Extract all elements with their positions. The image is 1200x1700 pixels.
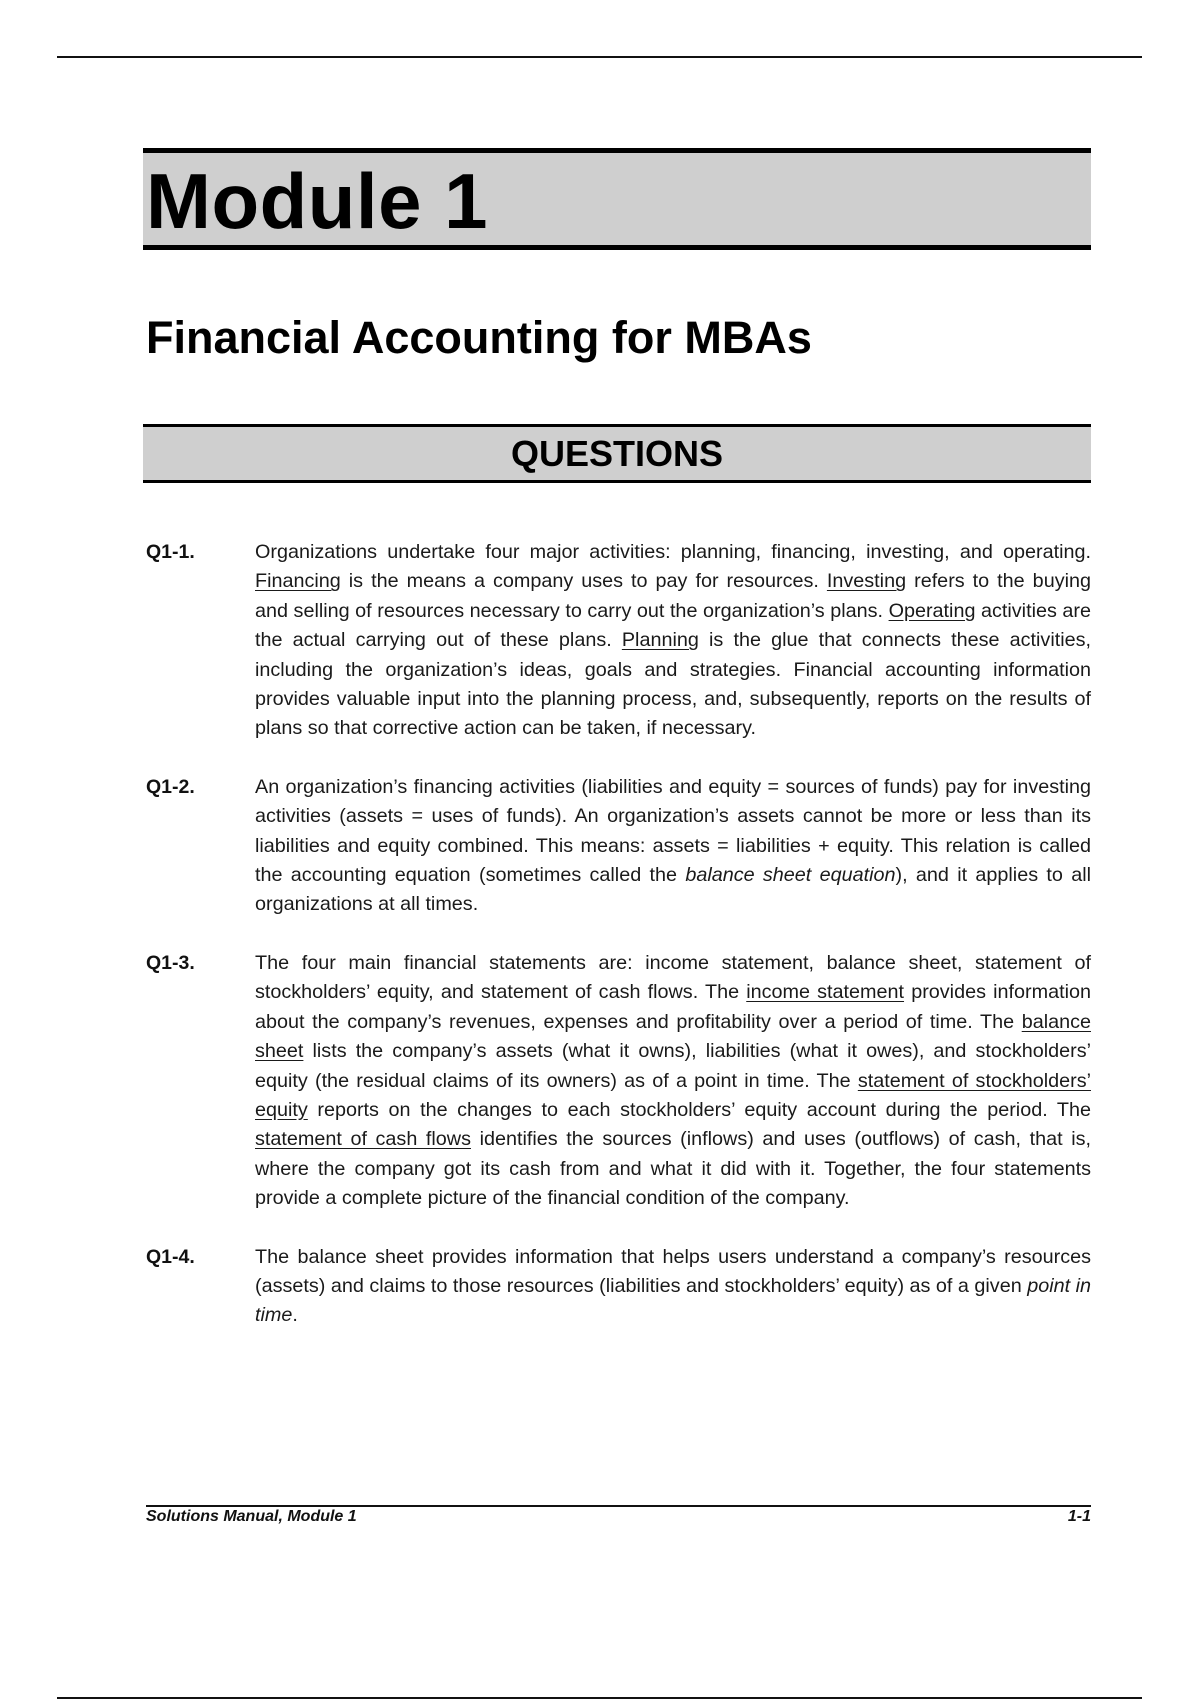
answer-text: . xyxy=(292,1304,298,1327)
question-number: Q1-1. xyxy=(146,541,195,563)
answer-text: lists the company’s assets (what it owns), liabilities (what it owes), and stockholders’ equity (the residual claims of its owners) as of a point in time. The xyxy=(255,1040,1091,1092)
question-answer xyxy=(255,949,1091,1214)
question-answer xyxy=(255,538,1091,744)
page-number: 1-1 xyxy=(1067,1508,1091,1525)
section-heading: QUESTIONS xyxy=(510,433,724,474)
question-number: Q1-2. xyxy=(146,775,195,798)
module-banner xyxy=(143,148,1091,250)
answer-text: refers to the buying and selling of resources necessary to carry out the organization’s plans. xyxy=(255,570,1091,622)
underlined-term: Investing xyxy=(826,570,907,593)
answer-text: is the glue that connects these activities, including the organization’s ideas, goals and strategies. Financial accounting information provides valuable input into the planning process, and, subsequently, reports on the results of plans so that corrective action can be taken, if necessary. xyxy=(255,629,1091,740)
underlined-term: Operating xyxy=(888,599,976,622)
question-answer xyxy=(255,1243,1091,1331)
questions-banner xyxy=(143,424,1091,483)
module-title: Module 1 xyxy=(146,157,489,245)
answer-text: activities are the actual carrying out of these plans. xyxy=(255,599,1091,652)
page-bottom-rule xyxy=(57,1697,1142,1699)
underlined-term: income statement xyxy=(746,981,905,1004)
underlined-term: balance sheet xyxy=(255,1010,1091,1063)
answer-text: Organizations undertake four major activities: planning, financing, investing, and operating. xyxy=(255,541,1091,563)
question-item xyxy=(146,773,1091,920)
underlined-term: Financing xyxy=(255,570,341,593)
underlined-term: statement of cash flows xyxy=(255,1128,471,1151)
book-title: Financial Accounting for MBAs xyxy=(146,312,812,363)
answer-text: provides information about the company’s revenues, expenses and profitability over a period of time. The xyxy=(255,981,1091,1033)
question-answer xyxy=(255,773,1091,920)
question-item xyxy=(146,538,1091,744)
answer-text: is the means a company uses to pay for resources. xyxy=(340,570,827,593)
answer-text: The four main financial statements are: income statement, balance sheet, statement of stockholders’ equity, and statement of cash flows. The xyxy=(255,951,1091,1004)
question-item xyxy=(146,949,1091,1214)
answer-text: An organization’s financing activities (liabilities and equity = sources of funds) pay for investing activities (assets = uses of funds). An organization’s assets cannot be more or less than its liabilities and equity combined. This means: assets = liabilities + equity. This relation is called the accounting equation (sometimes called the xyxy=(255,775,1091,887)
page-top-rule xyxy=(57,56,1142,58)
answer-text: The balance sheet provides information that helps users understand a company’s resources (assets) and claims to those resources (liabilities and stockholders’ equity) as of a given xyxy=(255,1245,1091,1297)
underlined-term: Planning xyxy=(621,629,699,652)
italic-term: point in time xyxy=(255,1274,1091,1327)
answer-text: reports on the changes to each stockholders’ equity account during the period. The xyxy=(307,1098,1091,1121)
question-number: Q1-3. xyxy=(146,951,195,974)
underlined-term: statement of stockholders’ equity xyxy=(255,1069,1091,1121)
answer-text: identifies the sources (inflows) and uses (outflows) of cash, that is, where the company got its cash from and what it did with it. Together, the four statements provide a complete picture of the financial condition of the company. xyxy=(255,1128,1092,1210)
question-number: Q1-4. xyxy=(146,1245,195,1268)
question-list xyxy=(146,538,1091,1360)
footer-source: Solutions Manual, Module 1 xyxy=(146,1508,357,1525)
question-item xyxy=(146,1243,1091,1331)
italic-term: balance sheet equation xyxy=(685,864,896,887)
answer-text: ), and it applies to all organizations at all times. xyxy=(255,864,1091,916)
